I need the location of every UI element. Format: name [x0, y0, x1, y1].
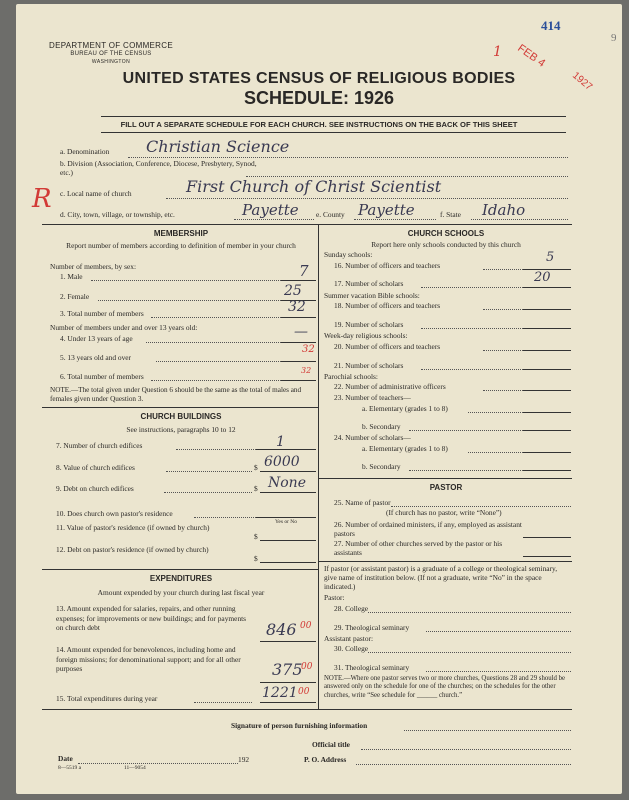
q4-answer-line [281, 342, 316, 343]
date-year: 192 [238, 755, 250, 764]
q31-dots [426, 671, 571, 672]
q26-answer-line [523, 537, 571, 538]
q6-dots [151, 380, 281, 381]
weekday-schools-label: Week-day religious schools: [324, 331, 408, 340]
denomination-line [128, 157, 568, 158]
q15-check: 00 [298, 687, 310, 697]
q9-label: 9. Debt on church edifices [56, 484, 134, 493]
q25-dots [391, 506, 571, 507]
q24a-dots [468, 452, 523, 453]
q7-value: 1 [276, 434, 285, 450]
form-subtitle: SCHEDULE: 1926 [243, 88, 395, 108]
q5-label: 5. 13 years old and over [60, 353, 132, 362]
q4-dots [146, 342, 281, 343]
q22-answer-line [523, 390, 571, 391]
city-line [234, 219, 314, 220]
q4-label: 4. Under 13 years of age [60, 334, 133, 343]
buildings-sub: See instructions, paragraphs 10 to 12 [126, 425, 236, 434]
q29-label: 29. Theological seminary [334, 623, 410, 632]
yes-no-hint: Yes or No [274, 519, 298, 525]
q9-value: None [268, 475, 306, 491]
signature-label: Signature of person furnishing information [231, 721, 368, 730]
r-mark: R [32, 184, 52, 214]
division-label: b. Division (Association, Conference, Diocese, Presbytery, Synod, etc.) [60, 159, 257, 177]
q1-value: 7 [299, 262, 309, 280]
column-divider [318, 224, 319, 709]
q16-value: 5 [546, 250, 555, 265]
q2-dots [98, 300, 281, 301]
q17-dots [421, 287, 523, 288]
rule [42, 407, 318, 408]
q16-label: 16. Number of officers and teachers [334, 261, 441, 270]
q26-label: 26. Number of ordained ministers, if any, employed as assistant pastors [334, 520, 522, 538]
form-instruction: FILL OUT A SEPARATE SCHEDULE FOR EACH CHURCH. SEE INSTRUCTIONS ON THE BACK OF THIS SHEET [120, 120, 518, 129]
city-value: Payette [242, 201, 299, 219]
bureau-name: BUREAU OF THE CENSUS [70, 51, 152, 57]
rule [101, 132, 566, 133]
sunday-schools-label: Sunday schools: [324, 250, 373, 259]
q7-answer-line [256, 449, 316, 450]
q7-label: 7. Number of church edifices [56, 441, 143, 450]
membership-intro: Report number of members according to definition of member in your church [66, 241, 296, 250]
q3-value: 32 [288, 299, 306, 315]
q24b-dots [409, 470, 523, 471]
q9-dollar: $ [254, 484, 258, 493]
q2-value: 25 [284, 283, 302, 299]
q15-value: 1221 [262, 685, 298, 701]
corner-mark: 9 [611, 32, 617, 44]
q10-answer-line [256, 517, 316, 518]
q18-answer-line [523, 309, 571, 310]
q17-value: 20 [534, 270, 551, 285]
buildings-heading: CHURCH BUILDINGS [140, 412, 222, 421]
official-title-label: Official title [312, 740, 350, 749]
q23a-dots [468, 412, 523, 413]
city-label: d. City, town, village, or township, etc. [60, 210, 175, 219]
dept-name: DEPARTMENT OF COMMERCE [49, 41, 173, 50]
q24a-label: a. Elementary (grades 1 to 8) [362, 444, 448, 453]
q25-label: 25. Name of pastor [334, 498, 391, 507]
q8-label: 8. Value of church edifices [56, 463, 135, 472]
stamp-number: 414 [541, 18, 561, 33]
q23b-answer-line [523, 430, 571, 431]
print-number: 11—9054 [124, 765, 146, 771]
denomination-label: a. Denomination [60, 147, 110, 156]
q9-answer-line [260, 492, 316, 493]
q13-check: 00 [300, 621, 312, 631]
q13-label: 13. Amount expended for salaries, repairs, and other running expenses; for improvements or new buildings; and for payments on church debt [56, 604, 247, 633]
vacation-schools-label: Summer vacation Bible schools: [324, 291, 420, 300]
q19-dots [421, 328, 523, 329]
q23b-label: b. Secondary [362, 422, 401, 431]
q7-dots [176, 449, 256, 450]
q15-label: 15. Total expenditures during year [56, 694, 158, 703]
received-stamp-year: 1927 [570, 70, 595, 93]
q17-label: 17. Number of scholars [334, 279, 404, 288]
q27-label: 27. Number of other churches served by the pastor or his assistants [334, 539, 503, 557]
q24a-answer-line [523, 452, 571, 453]
q5-answer-line [281, 361, 316, 362]
county-value: Payette [358, 201, 415, 219]
q24-label: 24. Number of scholars— [334, 433, 411, 442]
frame-bottom [42, 709, 572, 710]
q2-label: 2. Female [60, 292, 90, 301]
schools-sub: Report here only schools conducted by this church [371, 240, 521, 249]
q31-label: 31. Theological seminary [334, 663, 410, 672]
q23a-label: a. Elementary (grades 1 to 8) [362, 404, 448, 413]
q6-value: 32 [301, 366, 312, 375]
q1-dots [91, 280, 281, 281]
rule [318, 478, 572, 479]
signature-line [404, 730, 571, 731]
q10-label: 10. Does church own pastor's residence [56, 509, 173, 518]
date-label: Date [58, 754, 73, 763]
q12-dollar: $ [254, 554, 258, 563]
q18-label: 18. Number of officers and teachers [334, 301, 441, 310]
q1-answer-line [281, 280, 316, 281]
q5-dots [156, 361, 281, 362]
q16-dots [483, 269, 523, 270]
q3-answer-line [281, 317, 316, 318]
q22-dots [483, 390, 523, 391]
q30-label: 30. College [334, 644, 369, 653]
rule [101, 116, 566, 117]
q28-label: 28. College [334, 604, 369, 613]
q1-label: 1. Male [60, 272, 83, 281]
members-by-sex-label: Number of members, by sex: [50, 262, 136, 271]
q12-label: 12. Debt on pastor's residence (if owned by church) [56, 545, 209, 554]
local-name-label: c. Local name of church [60, 189, 132, 198]
received-stamp-mark: 1 [493, 44, 502, 60]
q18-dots [483, 309, 523, 310]
q6-label: 6. Total number of members [60, 372, 144, 381]
q8-value: 6000 [264, 454, 300, 470]
membership-note: NOTE.—The total given under Question 6 should be the same as the total of males and females given under Question 3. [50, 386, 302, 403]
date-line [78, 763, 238, 764]
expenditures-heading: EXPENDITURES [149, 574, 213, 583]
denomination-value: Christian Science [146, 137, 290, 156]
expenditures-sub: Amount expended by your church during last fiscal year [97, 588, 265, 597]
rule [318, 561, 572, 562]
q21-dots [421, 369, 523, 370]
q8-dots [166, 471, 252, 472]
q14-answer-line [260, 682, 316, 683]
q13-answer-line [260, 641, 316, 642]
parochial-schools-label: Parochial schools: [324, 372, 378, 381]
frame-top [42, 224, 572, 225]
county-label: e. County [316, 210, 345, 219]
q23a-answer-line [523, 412, 571, 413]
membership-heading: MEMBERSHIP [153, 229, 209, 238]
assistant-pastor-label: Assistant pastor: [324, 634, 374, 643]
q21-answer-line [523, 369, 571, 370]
q20-dots [483, 350, 523, 351]
pastor-label: Pastor: [324, 593, 345, 602]
q23b-dots [409, 430, 523, 431]
q11-answer-line [260, 540, 316, 541]
po-address-line [356, 764, 571, 765]
state-value: Idaho [482, 201, 526, 219]
q27-answer-line [523, 556, 571, 557]
form-title: UNITED STATES CENSUS OF RELIGIOUS BODIES [122, 70, 516, 87]
schools-heading: CHURCH SCHOOLS [407, 229, 485, 238]
local-name-line [166, 198, 568, 199]
po-address-label: P. O. Address [304, 755, 347, 764]
state-line [471, 219, 568, 220]
q13-value: 846 [266, 620, 297, 639]
q3-label: 3. Total number of members [60, 309, 144, 318]
q5-value: 32 [302, 344, 315, 355]
q15-answer-line [260, 702, 316, 703]
graduate-note: If pastor (or assistant pastor) is a graduate of a college or theological seminary, give name of institution below. (If not a graduate, write “No” in the space indicated.) [324, 564, 558, 591]
q6-answer-line [281, 380, 316, 381]
pastor-note: NOTE.—Where one pastor serves two or more churches, Questions 28 and 29 should be answered only on the schedule for one of the churches; on the schedules for the other churches, write “See schedule for ______ church.” [324, 675, 566, 699]
official-title-line [361, 749, 571, 750]
county-line [354, 219, 436, 220]
q21-label: 21. Number of scholars [334, 361, 404, 370]
q10-dots [194, 517, 256, 518]
q19-label: 19. Number of scholars [334, 320, 404, 329]
q14-check: 00 [301, 662, 313, 672]
q11-label: 11. Value of pastor's residence (if owned by church) [56, 523, 210, 532]
q19-answer-line [523, 328, 571, 329]
q25-sub: (If church has no pastor, write “None”) [386, 508, 502, 517]
q17-answer-line [523, 287, 571, 288]
q8-answer-line [260, 471, 316, 472]
q28-dots [368, 612, 571, 613]
pastor-heading: PASTOR [429, 483, 463, 492]
city-name: WASHINGTON [91, 59, 131, 65]
q3-dots [151, 317, 281, 318]
q22-label: 22. Number of administrative officers [334, 382, 446, 391]
q14-value: 375 [272, 660, 303, 679]
q30-dots [368, 652, 571, 653]
q20-answer-line [523, 350, 571, 351]
q23-label: 23. Number of teachers— [334, 393, 411, 402]
q24b-label: b. Secondary [362, 462, 401, 471]
received-stamp-month: FEB 4 [515, 42, 548, 70]
q8-dollar: $ [254, 463, 258, 472]
age-group-label: Number of members under and over 13 years old: [50, 323, 198, 332]
q15-dots [194, 702, 252, 703]
q24b-answer-line [523, 470, 571, 471]
q12-answer-line [260, 562, 316, 563]
form-number: 8—5519 a [58, 765, 82, 771]
q4-value: — [294, 324, 308, 340]
q11-dollar: $ [254, 532, 258, 541]
census-schedule-page [16, 4, 622, 794]
q29-dots [426, 631, 571, 632]
q20-label: 20. Number of officers and teachers [334, 342, 441, 351]
q9-dots [164, 492, 252, 493]
q14-label: 14. Amount expended for benevolences, including home and foreign missions; for denominational support; and for all other purposes [56, 645, 241, 674]
local-name-value: First Church of Christ Scientist [186, 177, 442, 196]
rule [42, 569, 318, 570]
state-label: f. State [440, 210, 461, 219]
